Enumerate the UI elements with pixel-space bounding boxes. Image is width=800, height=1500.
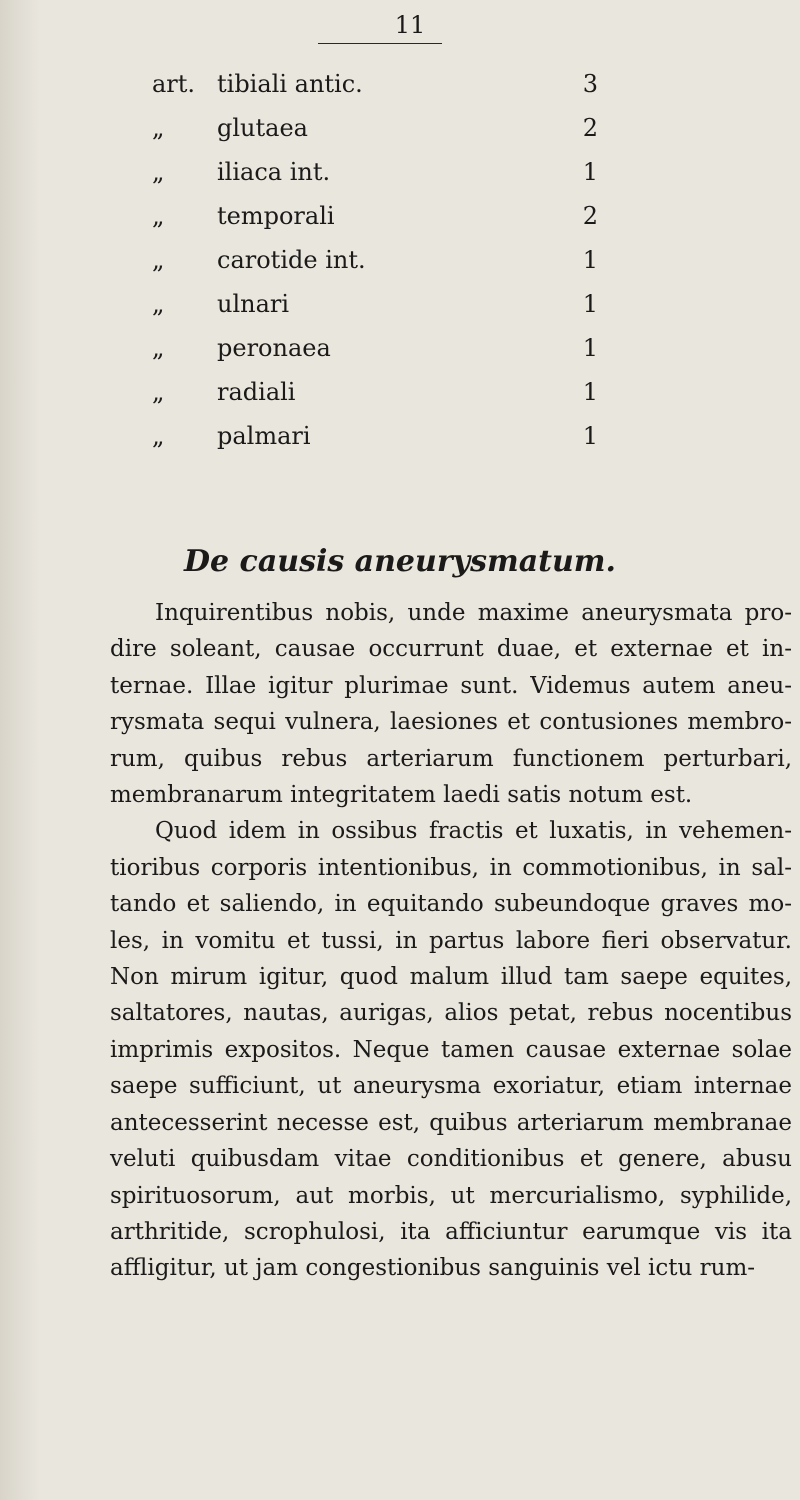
section-heading: De causis aneurysmatum.: [184, 544, 616, 579]
table-row: [152, 150, 598, 194]
page-edge-shadow: [0, 0, 40, 1500]
artery-table: [152, 62, 598, 458]
table-row: [152, 414, 598, 458]
row-prefix: „: [152, 290, 165, 318]
page-number-rule: [318, 43, 442, 44]
case-count: 3: [582, 70, 598, 98]
case-count: 1: [582, 378, 598, 406]
artery-name: iliaca int.: [217, 158, 331, 186]
artery-name: tibiali antic.: [217, 70, 363, 98]
case-count: 1: [582, 290, 598, 318]
case-count: 1: [582, 334, 598, 362]
page-number: 11: [394, 11, 426, 39]
case-count: 2: [582, 202, 598, 230]
body-text: [110, 595, 792, 1287]
artery-name: ulnari: [217, 290, 290, 318]
row-prefix: „: [152, 378, 165, 406]
case-count: 1: [582, 246, 598, 274]
row-prefix: „: [152, 158, 165, 186]
artery-name: glutaea: [217, 114, 308, 142]
row-prefix: „: [152, 114, 165, 142]
case-count: 2: [582, 114, 598, 142]
table-row: [152, 238, 598, 282]
row-prefix: „: [152, 246, 165, 274]
case-count: 1: [582, 422, 598, 450]
table-row: [152, 106, 598, 150]
case-count: 1: [582, 158, 598, 186]
artery-name: temporali: [217, 202, 335, 230]
paragraph-1: Inquirentibus nobis, unde maxime aneurysmata pro-dire soleant, causae occurrunt duae, et externae et in-ternae. Illae igitur plurimae sunt. Videmus autem aneu-rysmata sequi vulnera, laesiones et contusiones membro-rum, quibus rebus arteriarum functionem perturbari, membranarum integritatem laedi satis notum est.: [110, 600, 792, 809]
row-prefix: „: [152, 202, 165, 230]
row-prefix: „: [152, 422, 165, 450]
artery-name: carotide int.: [217, 246, 366, 274]
artery-name: radiali: [217, 378, 296, 406]
table-row: [152, 326, 598, 370]
table-row: [152, 370, 598, 414]
paragraph-2: Quod idem in ossibus fractis et luxatis, in vehemen-tioribus corporis intentionibus, in commotionibus, in sal-tando et saliendo, in equitando subeundoque graves mo-les, in vomitu et tussi, in partus labore fieri observatur. Non mirum igitur, quod malum illud tam saepe equites, saltatores, nautas, aurigas, alios petat, rebus nocentibus imprimis expositos. Neque tamen causae externae solae saepe sufficiunt, ut aneurysma exoriatur, etiam internae antecesserint necesse est, quibus arteriarum membranae veluti quibusdam vitae conditionibus et genere, abusu spirituosorum, aut morbis, ut mercurialismo, syphilide, arthritide, scrophulosi, ita afficiuntur earumque vis ita affligitur, ut jam congestionibus sanguinis vel ictu rum-: [110, 818, 792, 1282]
artery-name: peronaea: [217, 334, 331, 362]
row-prefix: „: [152, 334, 165, 362]
table-row: [152, 62, 598, 106]
row-prefix: art.: [152, 70, 196, 98]
artery-name: palmari: [217, 422, 311, 450]
table-row: [152, 194, 598, 238]
table-row: [152, 282, 598, 326]
